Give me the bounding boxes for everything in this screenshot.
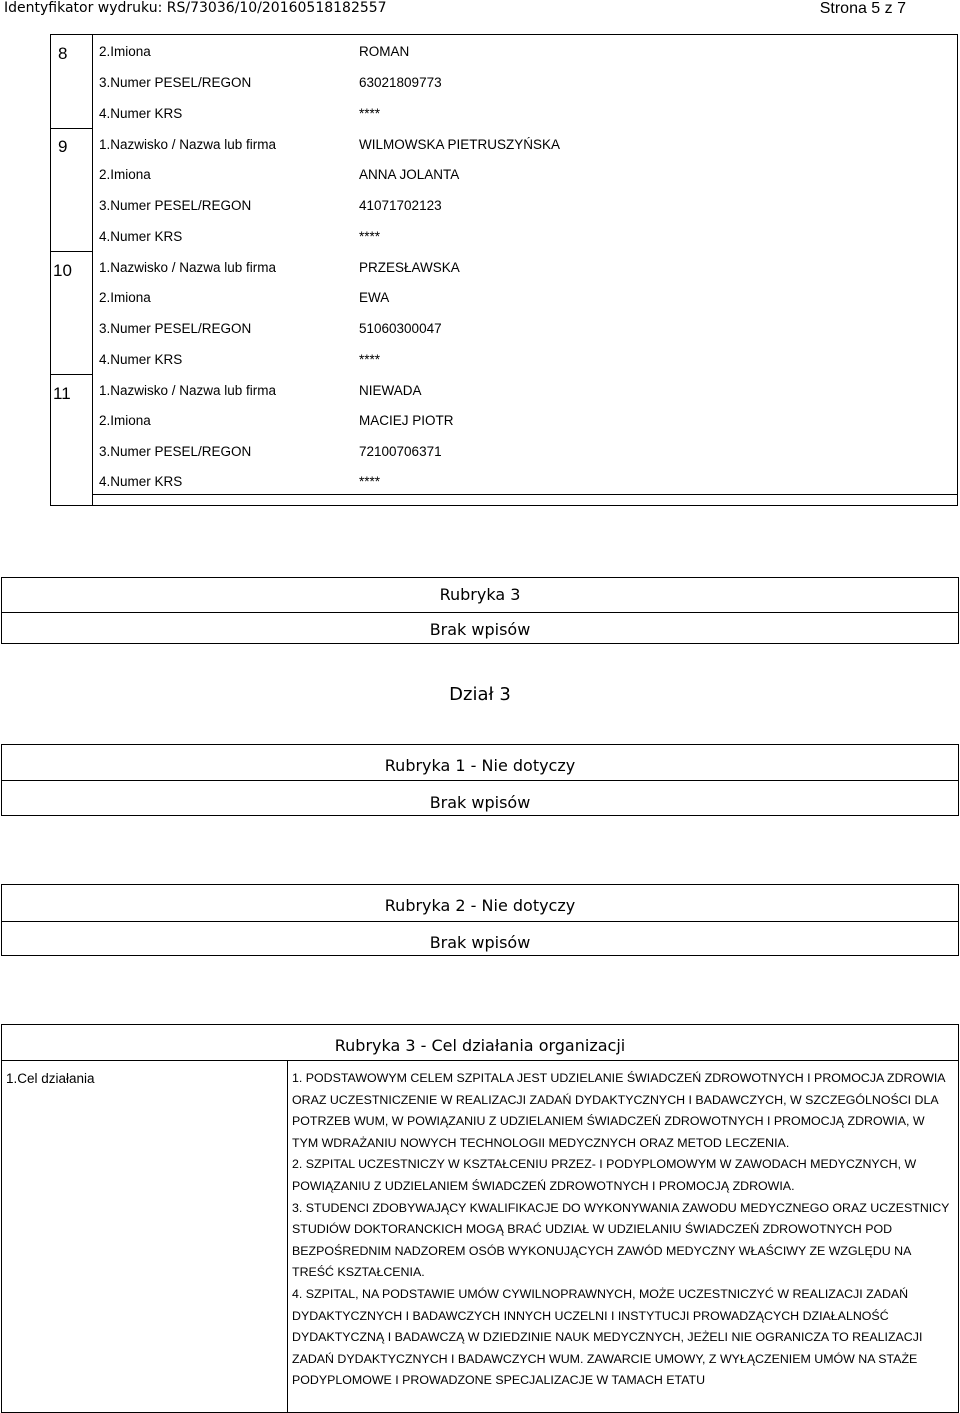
field-value: 72100706371 — [359, 444, 442, 459]
section-divider — [1, 612, 959, 613]
column-divider — [287, 1060, 288, 1413]
person-number: 11 — [53, 384, 71, 403]
row-divider — [50, 374, 92, 375]
field-value: ANNA JOLANTA — [359, 167, 460, 182]
section-status: Brak wpisów — [429, 793, 531, 812]
row-divider — [92, 494, 958, 495]
print-identifier: Identyfikator wydruku: RS/73036/10/20160518182557 — [4, 0, 387, 16]
field-label: 4.Numer KRS — [99, 352, 183, 367]
section-divider — [1, 780, 959, 781]
person-number: 10 — [53, 261, 72, 280]
field-label: 3.Numer PESEL/REGON — [99, 444, 252, 459]
field-value: NIEWADA — [359, 383, 422, 398]
person-number: 8 — [58, 44, 68, 63]
field-label: 2.Imiona — [99, 167, 151, 182]
row-divider — [50, 251, 92, 252]
person-number: 9 — [58, 137, 68, 156]
paragraph: 2. SZPITAL UCZESTNICZY W KSZTAŁCENIU PRZEZ- I PODYPLOMOWYM W ZAWODACH MEDYCZNYCH, W POWIĄZANIU Z UDZIELANIEM ŚWIADCZEŃ ZDROWOTNYCH I PROMOCJĄ ZDROWIA. — [292, 1157, 917, 1193]
field-value: **** — [359, 352, 381, 367]
section-title: Rubryka 1 - Nie dotyczy — [384, 756, 576, 775]
field-label: 4.Numer KRS — [99, 229, 183, 244]
field-value: EWA — [359, 290, 390, 305]
table-divider — [92, 34, 93, 506]
section-title: Rubryka 2 - Nie dotyczy — [384, 896, 576, 915]
field-value: 51060300047 — [359, 321, 442, 336]
field-label: 4.Numer KRS — [99, 474, 183, 489]
field-label: 2.Imiona — [99, 44, 151, 59]
page-number: Strona 5 z 7 — [819, 0, 906, 17]
field-value: 63021809773 — [359, 75, 442, 90]
dzial-title: Dział 3 — [449, 684, 511, 705]
field-label: 2.Imiona — [99, 413, 151, 428]
field-label: 1.Nazwisko / Nazwa lub firma — [99, 383, 277, 398]
field-value: WILMOWSKA PIETRUSZYŃSKA — [359, 137, 561, 152]
section-divider — [1, 921, 959, 922]
field-label: 3.Numer PESEL/REGON — [99, 321, 252, 336]
field-label: 4.Numer KRS — [99, 106, 183, 121]
field-value: **** — [359, 229, 381, 244]
field-label: 3.Numer PESEL/REGON — [99, 198, 252, 213]
field-value: PRZESŁAWSKA — [359, 260, 460, 275]
print-header — [0, 0, 960, 20]
paragraph: 1. PODSTAWOWYM CELEM SZPITALA JEST UDZIELANIE ŚWIADCZEŃ ZDROWOTNYCH I PROMOCJA ZDROWIA ORAZ UCZESTNICZENIE W REALIZACJI ZADAŃ DYDAKTYCZNYCH I BADAWCZYCH, W SZCZEGÓLNOŚCI DLA POTRZEB WUM, W POWIĄZANIU Z UDZIELANIEM ŚWIADCZEŃ ZDROWOTNYCH I PROMOCJĄ ZDROWIA, W TYM WDRAŻANIU NOWYCH TECHNOLOGII MEDYCZNYCH ORAZ METOD LECZENIA. — [292, 1071, 945, 1150]
field-label: 3.Numer PESEL/REGON — [99, 75, 252, 90]
row-divider — [50, 128, 92, 129]
paragraph: 4. SZPITAL, NA PODSTAWIE UMÓW CYWILNOPRAWNYCH, MOŻE UCZESTNICZYĆ W REALIZACJI ZADAŃ DYDAKTYCZNYCH I BADAWCZYCH INNYCH UCZELNI I INSTYTUCJI PROWADZĄCYCH DZIAŁALNOŚĆ DYDAKTYCZNĄ I BADAWCZĄ W DZIEDZINIE NAUK MEDYCZNYCH, JEŻELI NIE OGRANICZA TO REALIZACJI ZADAŃ DYDAKTYCZNYCH I BADAWCZYCH WUM. ZAWARCIE UMOWY, Z WYŁĄCZENIEM UMÓW NA STAŻE PODYPLOMOWE I PROWADZONE SPECJALIZACJE W TAMACH ETATU — [292, 1286, 923, 1388]
paragraph: 3. STUDENCI ZDOBYWAJĄCY KWALIFIKACJE DO WYKONYWANIA ZAWODU MEDYCZNEGO ORAZ UCZESTNICY STUDIÓW DOKTORANCKICH MOGĄ BRAĆ UDZIAŁ W UDZIELANIU ŚWIADCZEŃ ZDROWOTNYCH POD BEZPOŚREDNIM NADZOREM OSÓB WYKONUJĄCYCH ZAWÓD MEDYCZNY WŁAŚCIWY ZE WZGLĘDU NA TREŚĆ KSZTAŁCENIA. — [292, 1200, 950, 1280]
cel-dzialania-text — [292, 1068, 952, 1392]
field-value: **** — [359, 474, 381, 489]
section-title: Rubryka 3 — [439, 585, 521, 604]
field-value: **** — [359, 106, 381, 121]
field-label: 1.Nazwisko / Nazwa lub firma — [99, 137, 277, 152]
field-label: 2.Imiona — [99, 290, 151, 305]
field-label: 1.Nazwisko / Nazwa lub firma — [99, 260, 277, 275]
section-divider — [1, 1060, 959, 1061]
section-title: Rubryka 3 - Cel działania organizacji — [334, 1036, 626, 1055]
section-status: Brak wpisów — [429, 933, 531, 952]
field-value: ROMAN — [359, 44, 410, 59]
field-value: 41071702123 — [359, 198, 442, 213]
field-value: MACIEJ PIOTR — [359, 413, 454, 428]
field-label: 1.Cel działania — [6, 1071, 95, 1086]
section-status: Brak wpisów — [429, 620, 531, 639]
